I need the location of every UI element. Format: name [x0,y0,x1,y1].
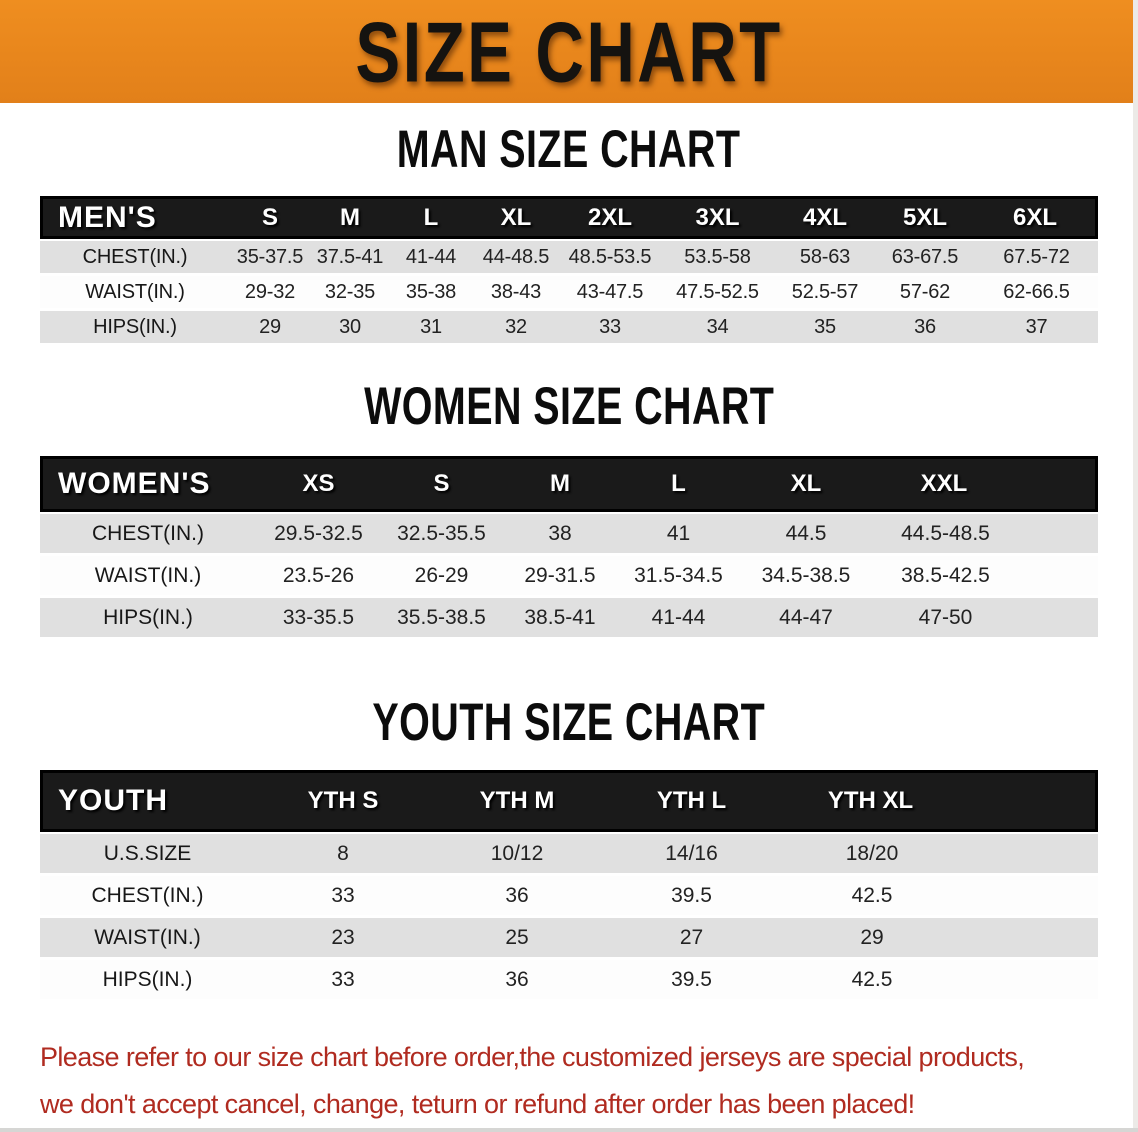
youth-section-title [0,691,1138,752]
mens-size-table [40,196,1098,346]
measurement-row-label: WAIST(IN.) [40,276,230,311]
size-value-cell: 29 [780,918,1098,960]
size-value-cell: 33-35.5 [256,598,381,640]
size-chart-banner [0,0,1138,103]
size-value-cell: 29 [230,311,310,346]
womens-size-table [40,456,1098,640]
table-row [40,832,1098,876]
size-column-header: M [502,456,618,512]
size-value-cell: 35.5-38.5 [381,598,502,640]
youth-section-title-text: YOUTH SIZE CHART [372,691,766,752]
table-header-row [40,196,1098,239]
size-value-cell: 35-37.5 [230,239,310,276]
size-value-cell: 23.5-26 [256,556,381,598]
size-value-cell: 42.5 [780,960,1098,1002]
table-row [40,239,1098,276]
size-column-header: 3XL [660,196,775,239]
size-value-cell: 43-47.5 [560,276,660,311]
size-value-cell: 37 [975,311,1098,346]
size-value-cell: 30 [310,311,390,346]
size-value-cell: 36 [431,876,603,918]
women-section-title [0,375,1138,436]
size-value-cell: 23 [255,918,431,960]
size-value-cell: 8 [255,832,431,876]
table-row [40,276,1098,311]
man-section-title-text: MAN SIZE CHART [397,118,741,179]
size-value-cell: 10/12 [431,832,603,876]
size-column-header: S [230,196,310,239]
man-section-title [0,118,1138,179]
size-value-cell: 53.5-58 [660,239,775,276]
measurement-row-label: HIPS(IN.) [40,960,255,1002]
size-value-cell: 57-62 [875,276,975,311]
measurement-row-label: CHEST(IN.) [40,876,255,918]
size-value-cell: 35-38 [390,276,472,311]
size-column-header: 5XL [875,196,975,239]
size-column-header: 6XL [975,196,1098,239]
size-value-cell: 37.5-41 [310,239,390,276]
table-group-label: WOMEN'S [40,456,256,512]
size-value-cell: 36 [431,960,603,1002]
size-value-cell: 31.5-34.5 [618,556,739,598]
table-row [40,960,1098,1002]
youth-size-table [40,770,1098,1002]
measurement-row-label: HIPS(IN.) [40,598,256,640]
image-edge-right [1133,0,1138,1132]
size-value-cell: 26-29 [381,556,502,598]
size-value-cell: 33 [560,311,660,346]
banner-title: SIZE CHART [355,3,783,100]
size-value-cell: 38 [502,512,618,556]
size-value-cell: 34.5-38.5 [739,556,873,598]
size-column-header: 4XL [775,196,875,239]
size-value-cell: 47-50 [873,598,1098,640]
table-row [40,311,1098,346]
size-value-cell: 14/16 [603,832,780,876]
table-row [40,918,1098,960]
size-value-cell: 38-43 [472,276,560,311]
size-value-cell: 32 [472,311,560,346]
size-value-cell: 41 [618,512,739,556]
disclaimer-line-1: Please refer to our size chart before order,the customized jerseys are special products, [40,1042,1025,1072]
table-header-row [40,770,1098,832]
size-value-cell: 33 [255,876,431,918]
table-header-row [40,456,1098,512]
size-column-header: YTH L [603,770,780,832]
size-value-cell: 18/20 [780,832,1098,876]
size-value-cell: 31 [390,311,472,346]
measurement-row-label: HIPS(IN.) [40,311,230,346]
measurement-row-label: U.S.SIZE [40,832,255,876]
size-value-cell: 58-63 [775,239,875,276]
size-value-cell: 34 [660,311,775,346]
size-value-cell: 35 [775,311,875,346]
size-value-cell: 44.5-48.5 [873,512,1098,556]
size-column-header: L [390,196,472,239]
table-group-label: MEN'S [40,196,230,239]
size-column-header: XL [739,456,873,512]
size-value-cell: 32-35 [310,276,390,311]
measurement-row-label: CHEST(IN.) [40,512,256,556]
size-value-cell: 29-31.5 [502,556,618,598]
size-value-cell: 39.5 [603,876,780,918]
size-value-cell: 36 [875,311,975,346]
size-value-cell: 32.5-35.5 [381,512,502,556]
table-row [40,598,1098,640]
size-column-header: 2XL [560,196,660,239]
size-value-cell: 44-48.5 [472,239,560,276]
women-section-title-text: WOMEN SIZE CHART [363,375,775,436]
disclaimer-note [40,1034,1110,1128]
size-column-header: S [381,456,502,512]
size-column-header: YTH S [255,770,431,832]
size-value-cell: 41-44 [618,598,739,640]
table-row [40,512,1098,556]
size-column-header: XS [256,456,381,512]
size-value-cell: 42.5 [780,876,1098,918]
size-value-cell: 62-66.5 [975,276,1098,311]
table-group-label: YOUTH [40,770,255,832]
measurement-row-label: CHEST(IN.) [40,239,230,276]
size-value-cell: 38.5-42.5 [873,556,1098,598]
size-value-cell: 48.5-53.5 [560,239,660,276]
table-row [40,556,1098,598]
size-value-cell: 29-32 [230,276,310,311]
size-column-header: M [310,196,390,239]
image-edge-bottom [0,1128,1138,1132]
size-value-cell: 41-44 [390,239,472,276]
size-value-cell: 27 [603,918,780,960]
size-value-cell: 33 [255,960,431,1002]
size-value-cell: 63-67.5 [875,239,975,276]
size-value-cell: 25 [431,918,603,960]
size-value-cell: 47.5-52.5 [660,276,775,311]
disclaimer-line-2: we don't accept cancel, change, teturn or refund after order has been placed! [40,1089,915,1119]
size-column-header: L [618,456,739,512]
size-value-cell: 67.5-72 [975,239,1098,276]
table-row [40,876,1098,918]
size-value-cell: 39.5 [603,960,780,1002]
size-value-cell: 38.5-41 [502,598,618,640]
size-column-header: XXL [873,456,1098,512]
measurement-row-label: WAIST(IN.) [40,556,256,598]
size-value-cell: 44.5 [739,512,873,556]
measurement-row-label: WAIST(IN.) [40,918,255,960]
size-value-cell: 52.5-57 [775,276,875,311]
size-value-cell: 29.5-32.5 [256,512,381,556]
size-column-header: YTH M [431,770,603,832]
size-value-cell: 44-47 [739,598,873,640]
size-column-header: YTH XL [780,770,1098,832]
size-column-header: XL [472,196,560,239]
